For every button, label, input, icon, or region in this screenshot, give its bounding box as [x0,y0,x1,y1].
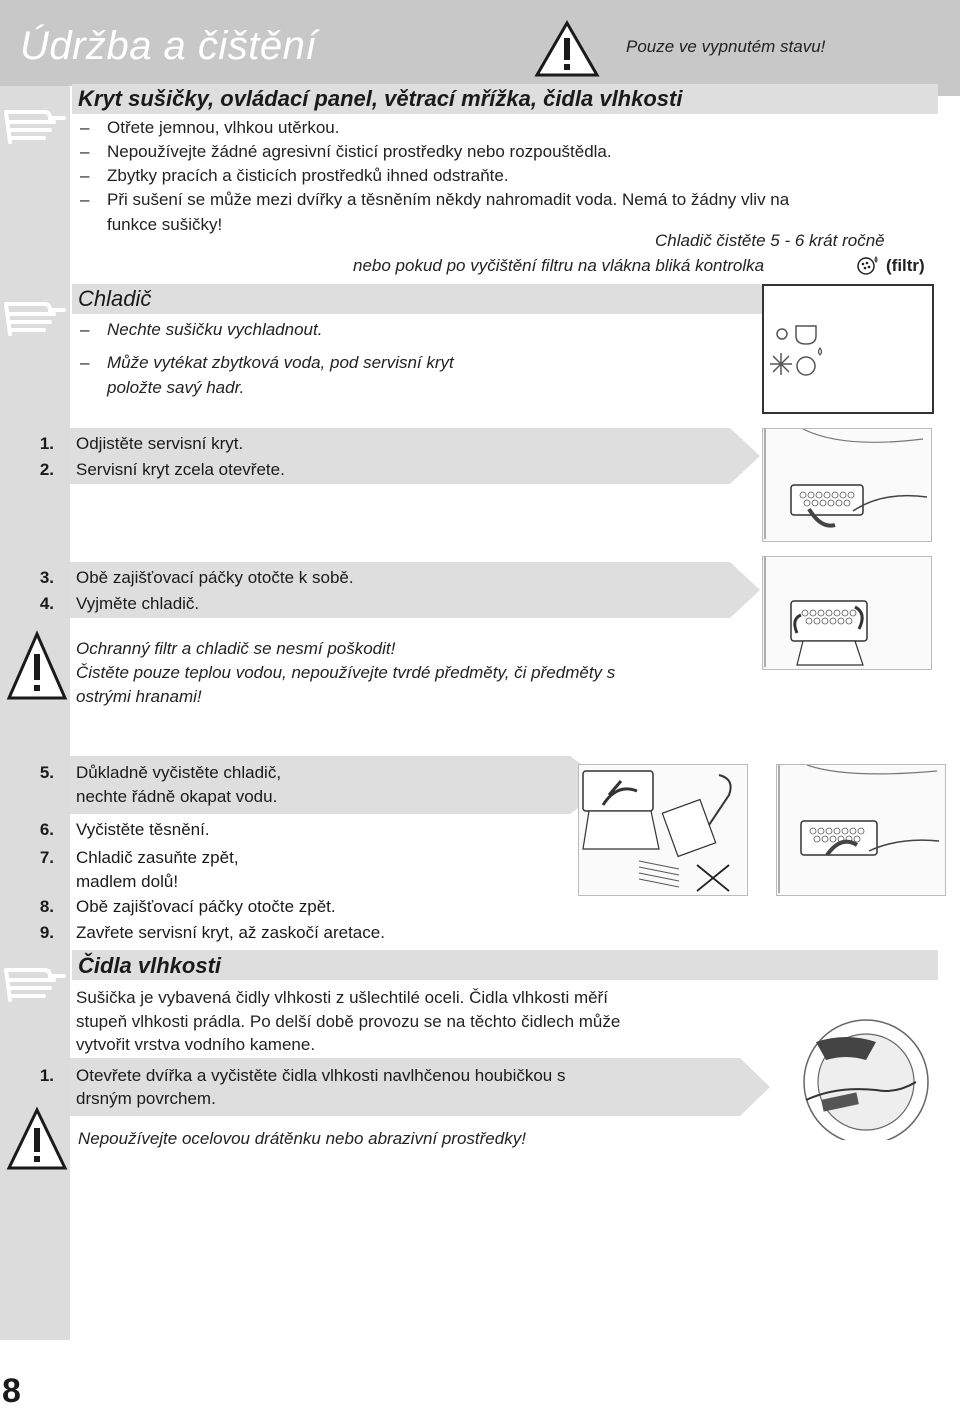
remove-condenser-illustration [762,556,932,670]
header-edge [930,0,960,96]
clean-condenser-illustration [578,764,748,896]
step-number: 4. [39,594,54,613]
step-text: Důkladně vyčistěte chladič, [76,763,282,782]
sensor-description: vytvořit vrstva vodního kamene. [76,1035,316,1054]
warning-text: ostrými hranami! [76,687,202,706]
step-text: Chladič zasuňte zpět, [76,848,239,867]
clean-sensors-illustration [776,1012,944,1140]
step-text: Vyčistěte těsnění. [76,820,210,839]
step-number: 7. [39,848,54,867]
list-item: Otřete jemnou, vlhkou utěrkou. [107,118,340,137]
warning-text: Nepoužívejte ocelovou drátěnku nebo abrazivní prostředky! [78,1129,526,1148]
step-number: 3. [39,568,54,587]
page-title: Údržba a čištění [20,24,318,68]
list-item: Při sušení se může mezi dvířky a těsněním někdy nahromadit voda. Nemá to žádny vliv na [107,190,790,209]
step-text: drsným povrchem. [76,1089,216,1108]
warning-text: Čistěte pouze teplou vodou, nepoužívejte tvrdé předměty, či předměty s [76,663,616,682]
hand-pointer-icon [4,290,68,336]
section-heading-sensors: Čidla vlhkosti [78,953,222,978]
condenser-frequency-note: Chladič čistěte 5 - 6 krát ročně [655,231,885,250]
filter-label: (filtr) [886,256,925,275]
hand-pointer-icon [4,956,68,1002]
warning-text: Ochranný filtr a chladič se nesmí poškodit! [76,639,396,658]
step-text: Obě zajišťovací páčky otočte k sobě. [76,568,354,587]
close-cover-illustration [776,764,946,896]
step-number: 5. [39,763,54,782]
filter-indicator-icon [856,254,880,276]
control-panel-illustration [762,284,934,414]
step-number: 2. [39,460,54,479]
step-text: Vyjměte chladič. [76,594,200,613]
step-text: nechte řádně okapat vodu. [76,787,278,806]
section-heading-housing: Kryt sušičky, ovládací panel, větrací mřížka, čidla vlhkosti [78,86,683,111]
list-item-continuation: položte savý hadr. [107,378,245,397]
section-heading-band [72,284,762,314]
warning-icon [6,1106,68,1172]
step-number: 1. [39,1066,54,1085]
list-item: Nechte sušičku vychladnout. [107,320,323,339]
section-heading-condenser: Chladič [78,286,152,311]
list-item: Nepoužívejte žádné agresivní čisticí prostředky nebo rozpouštědla. [107,142,612,161]
open-service-cover-illustration [762,428,932,542]
step-text: Obě zajišťovací páčky otočte zpět. [76,897,336,916]
step-number: 8. [39,897,54,916]
list-item: Může vytékat zbytková voda, pod servisní kryt [107,353,454,372]
hand-pointer-icon [4,98,68,144]
step-number: 6. [39,820,54,839]
step-text: madlem dolů! [76,872,179,891]
condenser-indicator-note: nebo pokud po vyčištění filtru na vlákna bliká kontrolka [353,256,765,275]
list-item-continuation: funkce sušičky! [107,215,223,234]
sensor-description: Sušička je vybavená čidly vlhkosti z ušlechtilé oceli. Čidla vlhkosti měří [76,988,608,1007]
step-text: Zavřete servisní kryt, až zaskočí aretace. [76,923,385,942]
warning-icon [534,20,600,78]
step-text: Odjistěte servisní kryt. [76,434,244,453]
step-number: 9. [39,923,54,942]
step-number: 1. [39,434,54,453]
list-item: Zbytky pracích a čisticích prostředků ihned odstraňte. [107,166,509,185]
sensor-description: stupeň vlhkosti prádla. Po delší době provozu se na těchto čidlech může [76,1012,621,1031]
warning-icon [6,630,68,702]
step-text: Servisní kryt zcela otevřete. [76,460,285,479]
page-number: 8 [2,1372,21,1410]
step-text: Otevřete dvířka a vyčistěte čidla vlhkosti navlhčenou houbičkou s [76,1066,566,1085]
off-state-note: Pouze ve vypnutém stavu! [626,37,826,56]
